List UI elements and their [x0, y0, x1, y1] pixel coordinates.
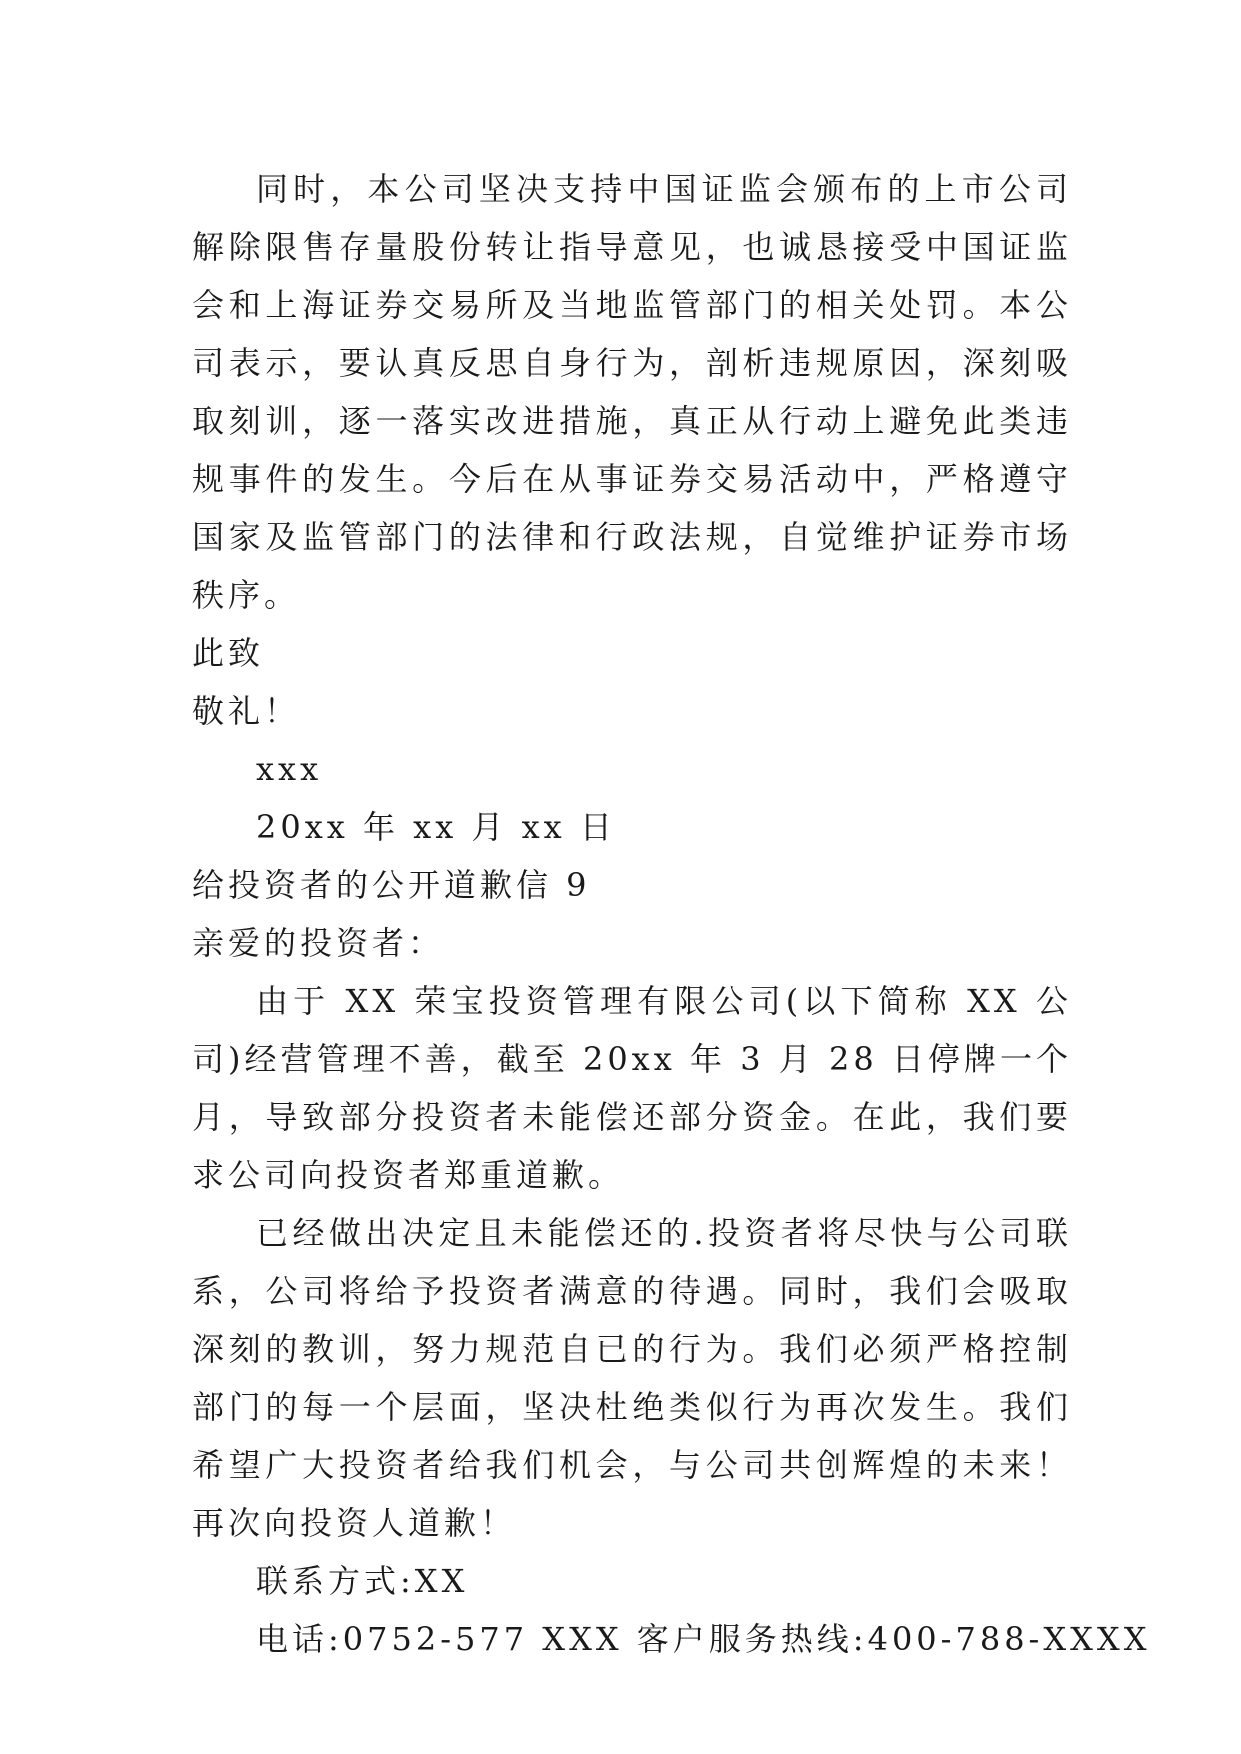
paragraph-apology: 由于 XX 荣宝投资管理有限公司(以下简称 XX 公司)经营管理不善，截至 20xx 年 3 月 28 日停牌一个月，导致部分投资者未能偿还部分资金。在此，我们要求公司向投资者郑重道歉。: [192, 982, 1072, 1194]
document-body: [192, 160, 1151, 1668]
paragraph-compliance: 同时，本公司坚决支持中国证监会颁布的上市公司解除限售存量股份转让指导意见，也诚恳接受中国证监会和上海证券交易所及当地监管部门的相关处罚。本公司表示，要认真反思自身行为，剖析违规原因，深刻吸取刻训，逐一落实改进措施，真正从行动上避免此类违规事件的发生。今后在从事证券交易活动中，严格遵守国家及监管部门的法律和行政法规，自觉维护证券市场秩序。: [192, 170, 1072, 614]
signature-name: xxx: [256, 750, 323, 788]
salutation: 亲爱的投资者：: [192, 924, 445, 962]
closing-line-1: 此致: [192, 634, 265, 672]
paragraph-commitment: 已经做出决定且未能偿还的.投资者将尽快与公司联系，公司将给予投资者满意的待遇。同时，我们会吸取深刻的教训，努力规范自已的行为。我们必须严格控制部门的每一个层面，坚决杜绝类似行为再次发生。我们希望广大投资者给我们机会，与公司共创辉煌的未来！再次向投资人道歉！: [192, 1214, 1072, 1542]
contact-line: 联系方式:XX: [256, 1562, 469, 1600]
section-title: 给投资者的公开道歉信 9: [192, 866, 591, 904]
phone-line: 电话:0752-577 XXX 客户服务热线:400-788-XXXX: [256, 1620, 1151, 1658]
signature-date: 20xx 年 xx 月 xx 日: [256, 808, 616, 846]
closing-line-2: 敬礼！: [192, 692, 301, 730]
